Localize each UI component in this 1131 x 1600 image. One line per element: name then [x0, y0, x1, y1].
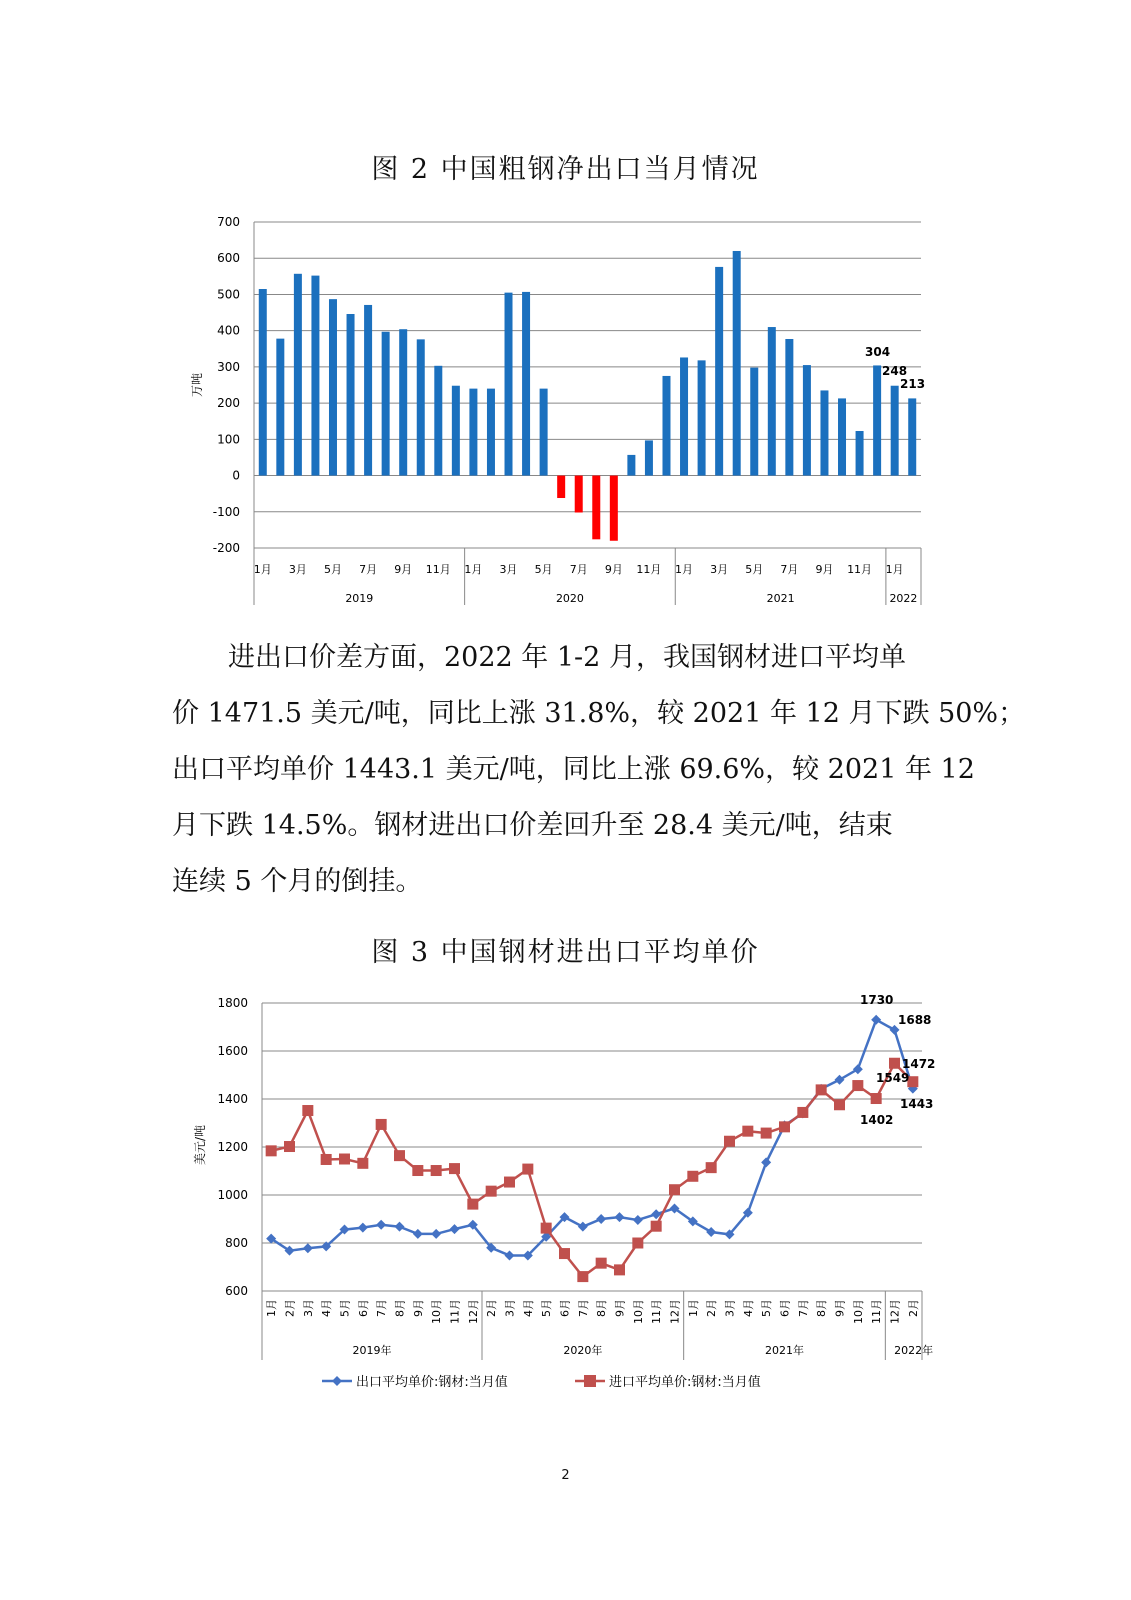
figure2-y-tick: 100: [217, 432, 240, 447]
figure3-month-tick: 2月: [283, 1299, 297, 1317]
figure3-month-tick: 8月: [595, 1299, 609, 1317]
figure3-import-point: [522, 1164, 533, 1175]
figure2-label-248: 248: [882, 364, 908, 378]
figure2-bar: [592, 476, 600, 540]
figure2-year-label: 2021: [766, 592, 795, 605]
figure2-y-tick: -200: [212, 541, 240, 555]
figure3-import-point: [614, 1264, 625, 1275]
figure3-month-tick: 10月: [631, 1299, 645, 1324]
paragraph-line: 连续 5 个月的倒挂。: [172, 866, 423, 897]
figure2-y-tick: 300: [217, 359, 240, 374]
figure3-import-point: [357, 1158, 368, 1169]
figure3-import-point: [394, 1150, 405, 1161]
figure3-import-point: [431, 1165, 442, 1176]
figure3-import-point: [577, 1271, 588, 1282]
figure2-month-tick: 7月: [359, 563, 378, 576]
figure3-month-tick: 6月: [778, 1299, 792, 1317]
figure3-export-point: [505, 1250, 515, 1260]
legend-import-marker: [584, 1375, 596, 1387]
figure3-import-point: [724, 1136, 735, 1147]
figure2-y-tick: -100: [212, 504, 240, 519]
figure2-bar: [768, 327, 776, 476]
figure2-bar: [311, 276, 319, 476]
figure2-y-tick: 500: [217, 287, 240, 302]
figure3-month-tick: 2月: [906, 1299, 920, 1317]
figure2-bar: [259, 289, 267, 476]
figure3-month-tick: 9月: [613, 1299, 627, 1317]
figure3-label-1402: 1402: [860, 1113, 894, 1127]
figure2-bar: [434, 366, 442, 476]
figure2-bar: [715, 267, 723, 476]
figure2-month-tick: 11月: [847, 563, 873, 576]
figure3-import-point: [779, 1121, 790, 1132]
figure3-import-point: [706, 1162, 717, 1173]
figure3-import-point: [321, 1154, 332, 1165]
figure3-month-tick: 3月: [301, 1299, 315, 1317]
figure3-y-tick: 1400: [217, 1092, 248, 1106]
figure3-export-point: [706, 1227, 716, 1237]
figure2-month-tick: 3月: [499, 563, 518, 576]
figure3-import-point: [596, 1258, 607, 1269]
figure3-export-point: [835, 1075, 845, 1085]
figure2-bar: [610, 476, 618, 541]
figure3-month-tick: 5月: [760, 1299, 774, 1317]
figure2-bar: [856, 431, 864, 476]
figure3-month-tick: 12月: [668, 1299, 682, 1324]
figure3-import-point: [834, 1099, 845, 1110]
figure3-export-point: [761, 1157, 771, 1167]
figure3-year-label: 2019年: [352, 1344, 392, 1357]
figure3-export-point: [450, 1224, 460, 1234]
figure2-month-tick: 5月: [323, 563, 342, 576]
figure2-month-tick: 11月: [636, 563, 662, 576]
figure3-month-tick: 11月: [448, 1299, 462, 1324]
figure3-y-tick: 800: [225, 1236, 248, 1250]
figure2-bar: [347, 314, 355, 476]
figure3-export-point: [303, 1243, 313, 1253]
figure3-import-point: [852, 1080, 863, 1091]
figure3-month-tick: 7月: [375, 1299, 389, 1317]
figure2-y-tick: 400: [217, 323, 240, 338]
figure3-import-point: [742, 1126, 753, 1137]
figure2-month-tick: 7月: [780, 563, 799, 576]
figure3-export-point: [578, 1222, 588, 1232]
figure2-month-tick: 1月: [675, 563, 694, 576]
figure2-label-304: 304: [865, 345, 891, 359]
figure3-import-point: [889, 1058, 900, 1069]
figure3-import-point: [559, 1248, 570, 1259]
figure2-bar: [522, 292, 530, 476]
figure2-year-label: 2019: [345, 592, 374, 605]
figure2-bar: [487, 389, 495, 476]
figure2-bar: [417, 339, 425, 475]
figure2-bar: [382, 332, 390, 476]
figure2-bar: [680, 357, 688, 475]
figure2-bar: [645, 440, 653, 475]
figure2-bar: [469, 389, 477, 476]
figure3-year-label: 2020年: [563, 1344, 603, 1357]
figure2-bar: [803, 365, 811, 475]
figure3-import-point: [632, 1238, 643, 1249]
figure3-month-tick: 11月: [870, 1299, 884, 1324]
figure3-import-point: [339, 1154, 350, 1165]
figure3-import-point: [449, 1163, 460, 1174]
figure3-month-tick: 5月: [338, 1299, 352, 1317]
figure3-month-tick: 8月: [815, 1299, 829, 1317]
figure2-bar: [820, 390, 828, 475]
figure2-bar: [557, 476, 565, 498]
figure2-bar: [662, 376, 670, 476]
figure3-label-1730: 1730: [860, 993, 894, 1007]
figure3-y-tick: 1800: [217, 996, 248, 1010]
figure3-import-point: [302, 1105, 313, 1116]
figure3-import-point: [376, 1119, 387, 1130]
figure3-y-tick: 1200: [217, 1140, 248, 1154]
paragraph-line: 出口平均单价 1443.1 美元/吨，同比上涨 69.6%，较 2021 年 12: [172, 754, 975, 785]
figure2-y-tick: 600: [217, 251, 240, 266]
figure3-import-point: [467, 1199, 478, 1210]
figure3-month-tick: 10月: [430, 1299, 444, 1324]
figure2-bar: [908, 398, 916, 475]
figure3-month-tick: 4月: [521, 1299, 535, 1317]
figure2-bar: [399, 329, 407, 475]
figure3-export-point: [358, 1223, 368, 1233]
figure3-month-tick: 6月: [558, 1299, 572, 1317]
figure3-month-tick: 8月: [393, 1299, 407, 1317]
figure3-year-label: 2022年: [894, 1344, 934, 1357]
figure2-bar: [733, 251, 741, 476]
figure3-label-1443: 1443: [900, 1097, 934, 1111]
figure3-import-point: [412, 1165, 423, 1176]
figure2-month-tick: 9月: [394, 563, 413, 576]
figure2-bar: [540, 389, 548, 476]
paragraph-line: 月下跌 14.5%。钢材进出口价差回升至 28.4 美元/吨，结束: [172, 810, 893, 841]
figure3-month-tick: 1月: [265, 1299, 279, 1317]
figure2-bar: [785, 339, 793, 476]
figure3-month-tick: 3月: [503, 1299, 517, 1317]
figure3-export-point: [413, 1229, 423, 1239]
figure2-title: 图 2 中国粗钢净出口当月情况: [371, 154, 760, 185]
figure2-chart: [0, 200, 1131, 670]
figure3-month-tick: 7月: [796, 1299, 810, 1317]
figure2-bar: [329, 299, 337, 475]
figure2-bar: [873, 365, 881, 475]
figure2-month-tick: 5月: [745, 563, 764, 576]
paragraph-line: 进出口价差方面，2022 年 1-2 月，我国钢材进口平均单: [228, 642, 906, 673]
figure3-month-tick: 6月: [356, 1299, 370, 1317]
figure3-import-point: [651, 1221, 662, 1232]
figure2-bar: [627, 455, 635, 476]
figure3-import-point: [687, 1171, 698, 1182]
figure2-month-tick: 3月: [288, 563, 307, 576]
figure3-month-tick: 10月: [851, 1299, 865, 1324]
figure2-bar: [505, 293, 513, 476]
figure3-month-tick: 12月: [888, 1299, 902, 1324]
page-number: 2: [561, 1468, 570, 1483]
figure2-bar: [294, 274, 302, 476]
figure3-month-tick: 4月: [320, 1299, 334, 1317]
figure2-year-label: 2022: [889, 592, 918, 605]
figure2-y-tick: 700: [217, 215, 240, 229]
figure2-label-213: 213: [900, 377, 926, 391]
figure3-label-1549: 1549: [876, 1071, 910, 1085]
figure3-label-1688: 1688: [898, 1013, 932, 1027]
figure3-import-point: [871, 1093, 882, 1104]
figure3-export-point: [615, 1212, 625, 1222]
figure2-month-tick: 1月: [885, 563, 904, 576]
figure3-month-tick: 11月: [650, 1299, 664, 1324]
figure2-month-tick: 3月: [710, 563, 729, 576]
figure3-chart: [0, 985, 1131, 1405]
figure3-export-line: [271, 1020, 913, 1256]
figure2-bar: [364, 305, 372, 476]
figure3-export-point: [395, 1222, 405, 1232]
figure3-y-tick: 600: [225, 1284, 248, 1298]
figure3-year-label: 2021年: [765, 1344, 804, 1357]
figure2-year-label: 2020: [555, 592, 584, 605]
figure3-export-point: [853, 1064, 863, 1074]
figure2-bar: [891, 386, 899, 476]
figure2-bar: [575, 476, 583, 513]
figure3-month-tick: 1月: [686, 1299, 700, 1317]
figure3-export-point: [376, 1220, 386, 1230]
figure3-import-point: [284, 1141, 295, 1152]
figure2-month-tick: 11月: [425, 563, 451, 576]
figure3-month-tick: 7月: [576, 1299, 590, 1317]
figure3-month-tick: 3月: [723, 1299, 737, 1317]
figure3-ylabel: 美元/吨: [193, 1124, 207, 1166]
figure3-label-1472: 1472: [902, 1057, 936, 1071]
figure2-y-tick: 200: [217, 396, 240, 411]
figure3-month-tick: 12月: [466, 1299, 480, 1324]
figure3-legend: [322, 1374, 761, 1390]
figure3-month-tick: 2月: [705, 1299, 719, 1317]
figure3-import-point: [669, 1184, 680, 1195]
legend-import-label: 进口平均单价:钢材:当月值: [609, 1375, 761, 1390]
paragraph-line: 价 1471.5 美元/吨，同比上涨 31.8%，较 2021 年 12 月下跌 50%；: [172, 698, 1026, 729]
figure3-export-point: [596, 1214, 606, 1224]
legend-export-label: 出口平均单价:钢材:当月值: [356, 1375, 508, 1390]
figure2-month-tick: 9月: [604, 563, 623, 576]
figure3-import-point: [266, 1145, 277, 1156]
figure2-bar: [452, 386, 460, 476]
figure3-import-point: [541, 1223, 552, 1234]
figure3-import-point: [797, 1107, 808, 1118]
figure3-y-tick: 1600: [217, 1044, 248, 1058]
figure3-export-point: [871, 1015, 881, 1025]
figure3-import-point: [761, 1128, 772, 1139]
figure2-bar: [276, 339, 284, 476]
figure2-ylabel: 万吨: [190, 372, 204, 398]
figure2-bar: [698, 360, 706, 475]
figure3-import-point: [504, 1177, 515, 1188]
figure2-month-tick: 9月: [815, 563, 834, 576]
legend-export-marker: [332, 1376, 342, 1386]
figure2-month-tick: 1月: [253, 563, 272, 576]
figure3-import-point: [486, 1186, 497, 1197]
figure2-month-tick: 7月: [569, 563, 588, 576]
figure2-bar: [838, 398, 846, 475]
figure3-month-tick: 2月: [485, 1299, 499, 1317]
figure3-month-tick: 9月: [833, 1299, 847, 1317]
figure3-export-point: [633, 1215, 643, 1225]
body-paragraph: [172, 630, 1026, 910]
figure2-month-tick: 5月: [534, 563, 553, 576]
figure2-y-tick: 0: [232, 468, 240, 483]
figure3-month-tick: 5月: [540, 1299, 554, 1317]
figure2-month-tick: 1月: [464, 563, 483, 576]
figure2-bar: [750, 368, 758, 476]
figure3-export-point: [431, 1229, 441, 1239]
figure3-import-point: [816, 1084, 827, 1095]
figure3-title: 图 3 中国钢材进出口平均单价: [371, 937, 760, 968]
figure3-y-tick: 1000: [217, 1188, 248, 1202]
figure3-month-tick: 4月: [741, 1299, 755, 1317]
figure3-month-tick: 9月: [411, 1299, 425, 1317]
